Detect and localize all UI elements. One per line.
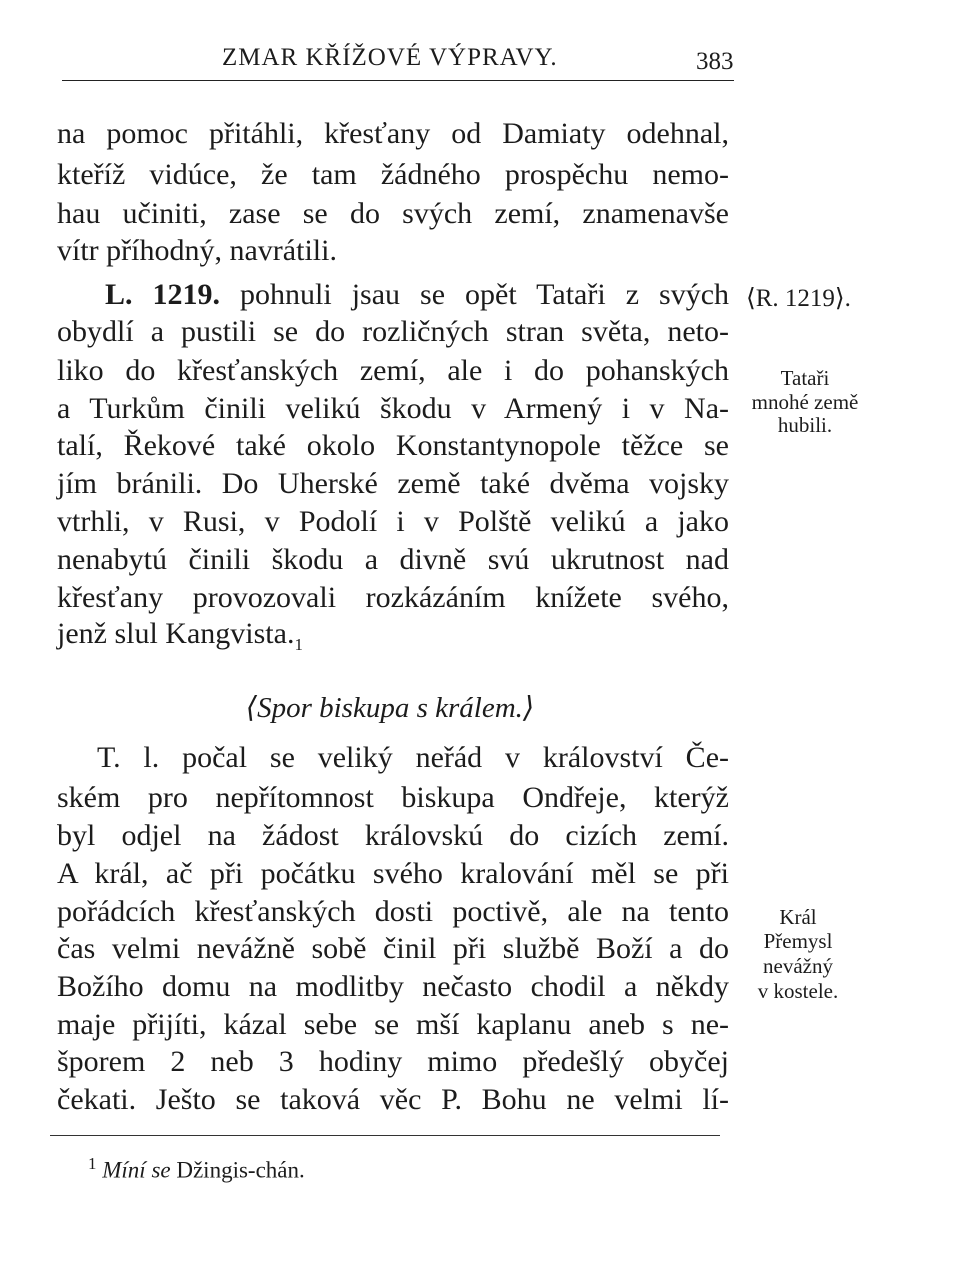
text-line: byl odjel na žádost královskú do cizích zemí. — [57, 819, 729, 852]
text-line: a Turkům činili velikú škodu v Armený i v Na- — [57, 392, 729, 425]
footnote-text: Džingis-chán. — [176, 1157, 305, 1183]
text-line: T. l. počal se veliký neřád v království Če- — [97, 741, 729, 774]
footnote-reference[interactable]: 1 — [294, 635, 303, 654]
text-line: Božího domu na modlitby nečasto chodil a někdy — [57, 970, 729, 1003]
text-span: jenž slul Kangvista. — [57, 617, 295, 650]
margin-note-line: Přemysl — [763, 929, 833, 953]
margin-note-line: nevážný — [763, 954, 833, 978]
text-line: jím bránili. Do Uherské země také dvěma vojsky — [57, 467, 729, 500]
text-line: křesťany provozovali rozkázáním knížete svého, — [57, 581, 729, 614]
margin-note-line: hubili. — [777, 413, 833, 437]
text-line: kteříž vidúce, že tam žádného prospěchu nemo- — [57, 158, 729, 191]
text-line — [57, 277, 729, 313]
text-line: maje přijíti, kázal sebe se mší kaplanu aneb s ne- — [57, 1008, 729, 1041]
text-line: talí, Řekové také okolo Konstantynopole těžce se — [57, 429, 729, 462]
text-line: liko do křesťanských zemí, ale i do pohanských — [57, 354, 729, 387]
margin-note-line: v kostele. — [757, 979, 839, 1003]
footnote-rule — [50, 1135, 720, 1136]
running-header-title: ZMAR KŘÍŽOVÉ VÝPRAVY. — [222, 44, 558, 71]
text-line: A král, ač při počátku svého kralování měl se při — [57, 857, 729, 890]
text-line: šporem 2 neb 3 hodiny mimo předešlý obyčej — [57, 1045, 729, 1078]
text-line: hau učiniti, zase se do svých zemí, znamenavše — [57, 197, 729, 230]
text-line: vtrhli, v Rusi, v Podolí i v Polště velikú a jako — [57, 505, 729, 538]
margin-note-year: ⟨R. 1219⟩. — [746, 285, 851, 312]
footnote-number: 1 — [88, 1154, 97, 1173]
text-span: pohnuli jsau se opět Tataři z svých — [240, 278, 730, 311]
text-line: obydlí a pustili se do rozličných stran světa, neto- — [57, 315, 729, 348]
footnote-italic-text: Míní se — [102, 1157, 171, 1183]
margin-note-line: Král — [779, 905, 817, 929]
text-line: ském pro nepřítomnost biskupa Ondřeje, kterýž — [57, 781, 729, 814]
text-line: čas velmi nevážně sobě činil při službě Boží a do — [57, 932, 729, 965]
text-line: čekati. Ješto se taková věc P. Bohu ne velmi lí- — [57, 1083, 729, 1116]
text-line: pořádcích křesťanských dosti poctivě, ale na tento — [57, 895, 729, 928]
margin-note-line: Tataři — [780, 366, 830, 390]
year-label: L. 1219. — [105, 278, 221, 311]
section-heading: ⟨Spor biskupa s králem.⟩ — [245, 692, 535, 724]
text-line — [57, 616, 729, 663]
page-number: 383 — [696, 48, 734, 75]
footnote — [88, 1154, 305, 1184]
text-line: na pomoc přitáhli, křesťany od Damiaty odehnal, — [57, 117, 729, 150]
margin-note-line: mnohé země — [751, 390, 859, 414]
text-line: vítr příhodný, navrátili. — [57, 234, 337, 267]
header-rule — [62, 80, 734, 81]
text-line: nenabytú činili škodu a divně svú ukrutnost nad — [57, 543, 729, 576]
